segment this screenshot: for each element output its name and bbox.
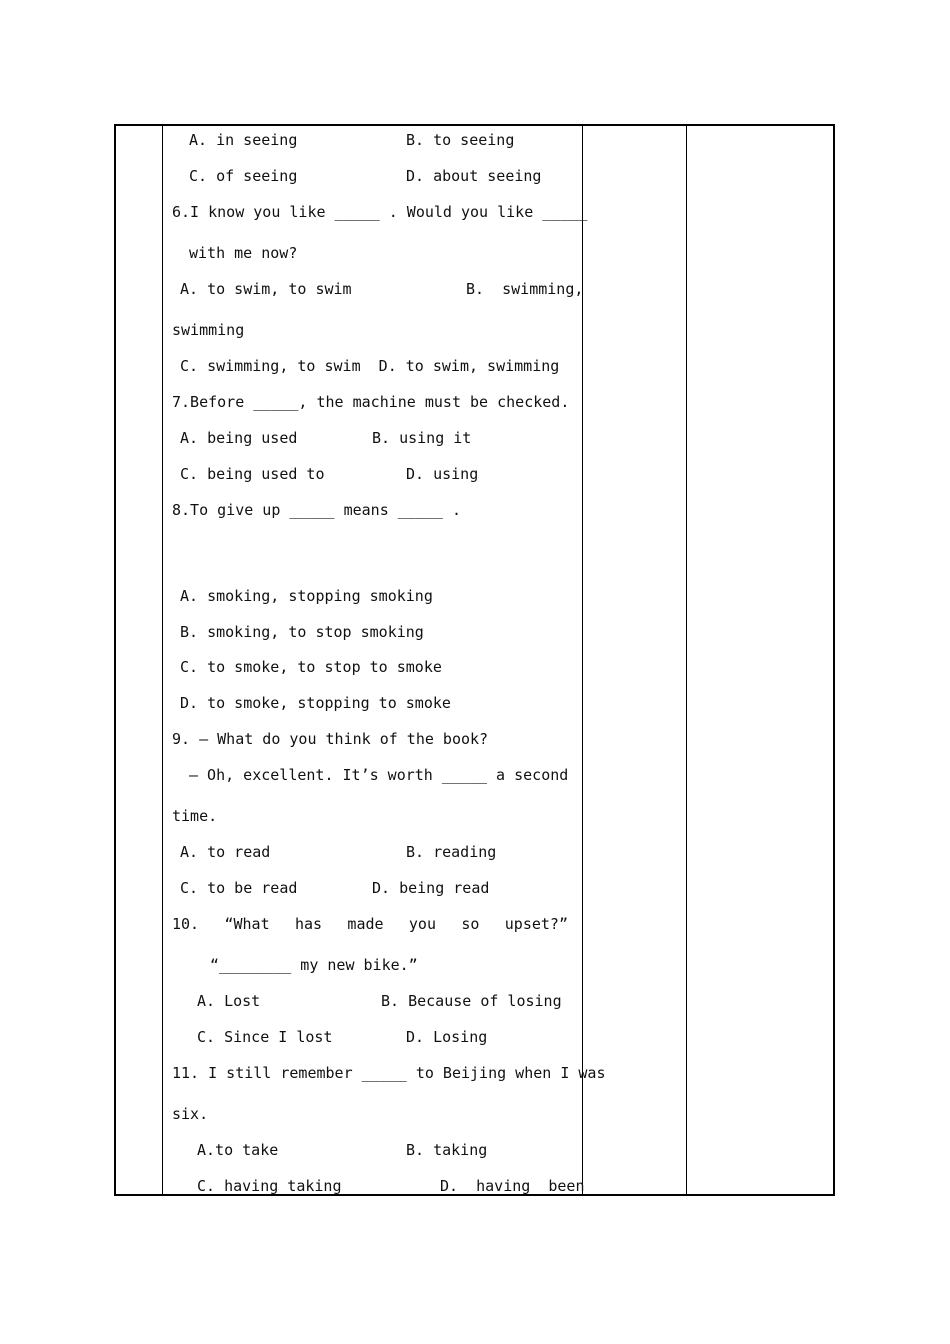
option-a: A. in seeing bbox=[189, 131, 298, 149]
q10-option-b: B. Because of losing bbox=[381, 992, 562, 1010]
q11-option-c: C. having taking bbox=[197, 1177, 342, 1195]
q9-option-c: C. to be read bbox=[180, 879, 298, 897]
q9-option-a: A. to read bbox=[180, 843, 271, 861]
q7-option-d: D. using bbox=[406, 465, 479, 483]
question-10-answer: “________ my new bike.” bbox=[210, 956, 418, 974]
q8-option-b: B. smoking, to stop smoking bbox=[180, 623, 424, 641]
q10-option-d: D. Losing bbox=[406, 1028, 488, 1046]
question-10: 10. “What has made you so upset?” bbox=[172, 915, 568, 933]
q6-option-b-cont: swimming bbox=[172, 321, 245, 339]
q11-option-b: B. taking bbox=[406, 1141, 488, 1159]
q9-option-b: B. reading bbox=[406, 843, 497, 861]
question-11: 11. I still remember _____ to Beijing when I was bbox=[172, 1064, 606, 1082]
question-7: 7.Before _____, the machine must be checked. bbox=[172, 393, 570, 411]
question-6-cont: with me now? bbox=[189, 244, 298, 262]
question-9-answer: — Oh, excellent. It’s worth _____ a second bbox=[189, 766, 569, 784]
column-divider-3 bbox=[686, 126, 687, 1194]
option-c: C. of seeing bbox=[189, 167, 298, 185]
question-8: 8.To give up _____ means _____ . bbox=[172, 501, 461, 519]
option-b: B. to seeing bbox=[406, 131, 515, 149]
column-divider-1 bbox=[162, 126, 163, 1194]
question-9: 9. — What do you think of the book? bbox=[172, 730, 489, 748]
option-d: D. about seeing bbox=[406, 167, 542, 185]
q7-option-b: B. using it bbox=[372, 429, 472, 447]
question-6: 6.I know you like _____ . Would you like _____ bbox=[172, 203, 588, 221]
worksheet-table bbox=[114, 124, 835, 1196]
q8-option-c: C. to smoke, to stop to smoke bbox=[180, 658, 442, 676]
q6-option-b: B. swimming, bbox=[466, 280, 584, 298]
q10-option-a: A. Lost bbox=[197, 992, 261, 1010]
q8-option-d: D. to smoke, stopping to smoke bbox=[180, 694, 451, 712]
question-9-cont: time. bbox=[172, 807, 218, 825]
q11-option-a: A.to take bbox=[197, 1141, 279, 1159]
question-11-cont: six. bbox=[172, 1105, 209, 1123]
q10-option-c: C. Since I lost bbox=[197, 1028, 333, 1046]
q7-option-c: C. being used to bbox=[180, 465, 325, 483]
q7-option-a: A. being used bbox=[180, 429, 298, 447]
q11-option-d: D. having been bbox=[440, 1177, 585, 1195]
q8-option-a: A. smoking, stopping smoking bbox=[180, 587, 433, 605]
q6-options-cd: C. swimming, to swim D. to swim, swimming bbox=[180, 357, 560, 375]
questions-column bbox=[172, 126, 606, 1195]
q6-option-a: A. to swim, to swim bbox=[180, 280, 352, 298]
q9-option-d: D. being read bbox=[372, 879, 490, 897]
